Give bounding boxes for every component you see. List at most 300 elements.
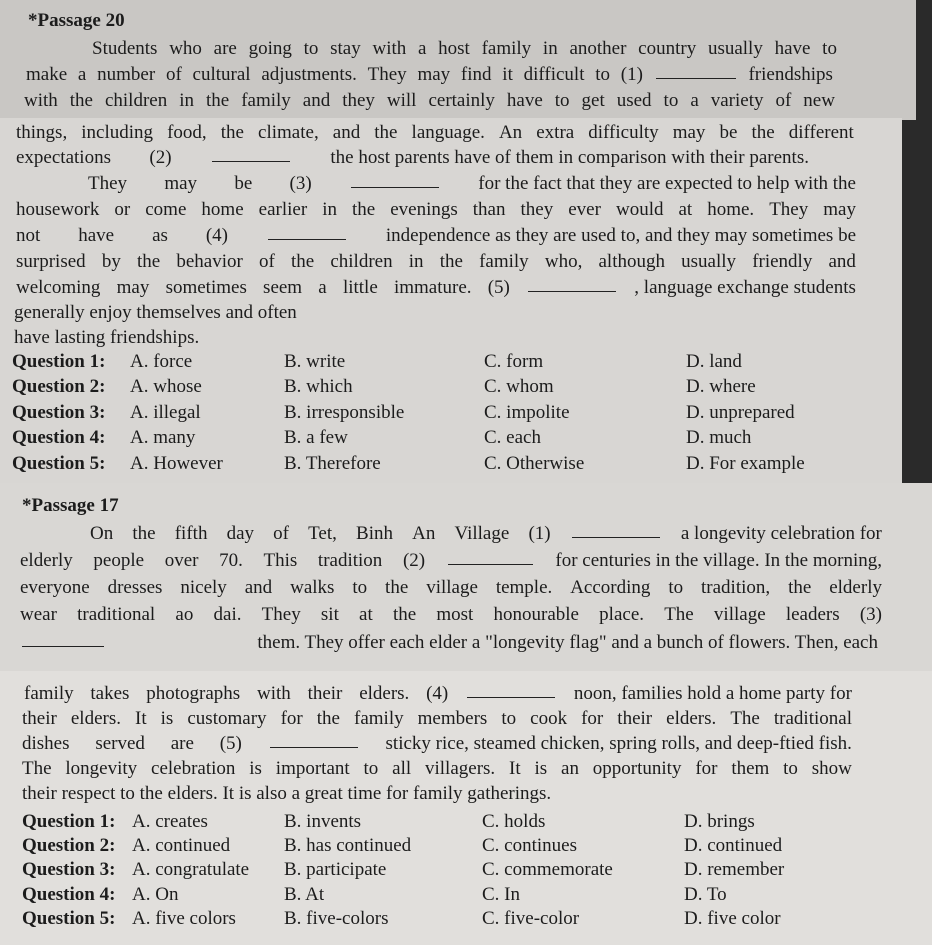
word: a: [77, 64, 87, 85]
word: celebration: [151, 758, 236, 779]
word: extra: [536, 122, 575, 143]
word: the: [69, 90, 93, 111]
question-row: [12, 453, 902, 475]
word: nicely: [180, 577, 227, 598]
word: housework: [16, 199, 100, 220]
word: than: [472, 199, 506, 220]
passage-17-title: *Passage 17: [22, 495, 119, 516]
word: make: [26, 64, 68, 85]
answer-option[interactable]: C. five-color: [482, 908, 580, 929]
answer-option[interactable]: B. participate: [284, 859, 387, 880]
word: with: [24, 90, 58, 111]
word: in: [408, 251, 424, 272]
word: for: [280, 708, 303, 729]
word: and: [302, 90, 331, 111]
word: the: [751, 122, 775, 143]
word: (4): [205, 225, 228, 246]
word: longevity: [65, 758, 138, 779]
question-row: [22, 908, 922, 930]
word: going: [248, 38, 292, 59]
passage-line: [92, 38, 837, 60]
question-label: Question 5:: [22, 908, 116, 929]
question-label: Question 3:: [22, 859, 116, 880]
answer-option[interactable]: C. continues: [482, 835, 577, 856]
word: It: [509, 758, 521, 779]
word: a: [417, 38, 427, 59]
word: them: [731, 758, 770, 779]
word: the: [290, 251, 315, 272]
answer-option[interactable]: B. irresponsible: [284, 402, 405, 423]
word: in: [542, 38, 558, 59]
after-blank-text: the host parents have of them in comparison with their parents.: [330, 147, 809, 168]
word: According: [570, 577, 651, 598]
word: although: [598, 251, 665, 272]
question-row: [22, 859, 922, 881]
answer-option[interactable]: D. land: [686, 351, 742, 372]
answer-option[interactable]: C. impolite: [484, 402, 570, 423]
word: of: [775, 90, 792, 111]
word: children: [104, 90, 168, 111]
word: cook: [530, 708, 568, 729]
word: their: [22, 708, 57, 729]
word: This: [263, 550, 298, 571]
word: Village: [454, 523, 510, 544]
word: to: [501, 708, 517, 729]
word: honourable: [493, 604, 579, 625]
passage-line: [16, 277, 856, 299]
word: ao: [175, 604, 194, 625]
word: come: [145, 199, 187, 220]
after-blank-text: for centuries in the village. In the morning,: [555, 550, 882, 571]
answer-option[interactable]: C. Otherwise: [484, 453, 585, 474]
after-blank-text: , language exchange students: [634, 277, 856, 298]
word: they: [520, 199, 554, 220]
word: to: [663, 90, 679, 111]
word: The: [664, 604, 694, 625]
answer-option[interactable]: A. However: [130, 453, 223, 474]
word: to: [595, 64, 611, 85]
word: served: [95, 733, 145, 754]
question-label: Question 4:: [12, 427, 106, 448]
answer-option[interactable]: A. continued: [132, 835, 231, 856]
word: dai.: [213, 604, 242, 625]
word: photographs: [146, 683, 241, 704]
answer-option[interactable]: B. invents: [284, 811, 362, 832]
word: and: [828, 251, 856, 272]
word: they: [342, 90, 375, 111]
word: of: [258, 251, 275, 272]
word: different: [788, 122, 854, 143]
word: are: [213, 38, 237, 59]
word: to: [668, 577, 684, 598]
word: They: [367, 64, 407, 85]
word: by: [101, 251, 121, 272]
answer-option[interactable]: D. much: [686, 427, 752, 448]
passage-line: [20, 550, 882, 572]
word: (1): [528, 523, 551, 544]
word: most: [436, 604, 474, 625]
passage-line: [16, 225, 856, 247]
passage-line: generally enjoy themselves and often: [14, 302, 297, 323]
passage-20-title: *Passage 20: [28, 10, 125, 31]
question-row: [22, 884, 922, 906]
word: their: [617, 708, 653, 729]
word: certainly: [428, 90, 495, 111]
word: ever: [568, 199, 601, 220]
answer-option[interactable]: A. On: [132, 884, 179, 905]
word: over: [164, 550, 199, 571]
word: day: [226, 523, 255, 544]
passage-20-top-photo: [0, 0, 916, 120]
word: (2): [149, 147, 172, 168]
word: family: [479, 251, 529, 272]
after-blank-text: a longevity celebration for: [680, 523, 882, 544]
word: home.: [707, 199, 755, 220]
word: temple.: [495, 577, 553, 598]
answer-option[interactable]: C. commemorate: [482, 859, 613, 880]
word: to: [352, 577, 368, 598]
word: usually: [707, 38, 763, 59]
word: An: [412, 523, 436, 544]
word: to: [554, 90, 570, 111]
passage-line: [24, 683, 852, 705]
word: is: [534, 758, 548, 779]
answer-option[interactable]: C. In: [482, 884, 520, 905]
word: They: [769, 199, 809, 220]
word: a: [690, 90, 699, 111]
answer-blank: [270, 733, 358, 748]
after-blank-text: sticky rice, steamed chicken, spring rolls, and deep-ftied fish.: [385, 733, 852, 754]
answer-option[interactable]: B. At: [284, 884, 325, 905]
answer-option[interactable]: A. illegal: [130, 402, 201, 423]
word: opportunity: [592, 758, 682, 779]
answer-option[interactable]: B. Therefore: [284, 453, 381, 474]
word: or: [114, 199, 131, 220]
word: have: [506, 90, 543, 111]
word: the: [205, 90, 230, 111]
word: (5): [487, 277, 510, 298]
word: and: [332, 122, 361, 143]
word: family: [354, 708, 404, 729]
word: all: [392, 758, 412, 779]
word: find: [460, 64, 492, 85]
word: They: [88, 173, 128, 194]
word: the: [220, 122, 244, 143]
passage-line: [26, 64, 833, 86]
answer-option[interactable]: B. write: [284, 351, 346, 372]
question-row: [22, 835, 922, 857]
word: with: [372, 38, 407, 59]
word: sometimes: [165, 277, 247, 298]
word: of: [273, 523, 289, 544]
answer-option[interactable]: C. each: [484, 427, 541, 448]
word: may: [417, 64, 451, 85]
word: the: [788, 577, 812, 598]
answer-option[interactable]: C. whom: [484, 376, 554, 397]
word: leaders: [785, 604, 840, 625]
passage-line: [16, 251, 856, 273]
word: including: [81, 122, 154, 143]
word: in: [322, 199, 337, 220]
word: the: [136, 251, 161, 272]
word: immature.: [393, 277, 472, 298]
word: show: [811, 758, 852, 779]
answer-option[interactable]: D. For example: [686, 453, 805, 474]
word: the: [316, 708, 340, 729]
word: for: [695, 758, 718, 779]
word: evenings: [390, 199, 458, 220]
answer-blank: [351, 173, 439, 188]
word: They: [261, 604, 301, 625]
word: another: [569, 38, 627, 59]
word: will: [386, 90, 417, 111]
word: dresses: [107, 577, 163, 598]
word: difficult: [523, 64, 585, 85]
word: The: [730, 708, 760, 729]
word: is: [249, 758, 262, 779]
after-blank-text: noon, families hold a home party for: [573, 683, 852, 704]
word: tradition,: [701, 577, 771, 598]
passage-line: have lasting friendships.: [14, 327, 200, 348]
word: traditional: [773, 708, 852, 729]
answer-option[interactable]: B. five-colors: [284, 908, 389, 929]
passage-line: [16, 122, 854, 144]
word: children: [330, 251, 393, 272]
word: villagers.: [425, 758, 496, 779]
word: family: [481, 38, 532, 59]
question-row: [12, 427, 902, 449]
word: adjustments.: [261, 64, 357, 85]
word: elderly: [829, 577, 882, 598]
question-label: Question 3:: [12, 402, 106, 423]
word: difficulty: [588, 122, 659, 143]
word: behavior: [176, 251, 243, 272]
word: and: [244, 577, 273, 598]
question-label: Question 4:: [22, 884, 116, 905]
answer-option[interactable]: D. five color: [684, 908, 781, 929]
word: in: [179, 90, 194, 111]
word: stay: [330, 38, 361, 59]
word: the: [351, 199, 376, 220]
word: (4): [426, 683, 449, 704]
word: it: [502, 64, 513, 85]
word: (3): [289, 173, 312, 194]
word: things,: [16, 122, 68, 143]
word: who,: [544, 251, 583, 272]
word: important: [275, 758, 350, 779]
passage-17-top-photo: [0, 483, 932, 671]
word: may: [823, 199, 856, 220]
word: It: [135, 708, 147, 729]
word: Binh: [356, 523, 393, 544]
word: used: [616, 90, 652, 111]
question-row: [12, 351, 902, 373]
word: village: [713, 604, 766, 625]
question-row: [22, 811, 922, 833]
answer-option[interactable]: A. whose: [130, 376, 202, 397]
word: (1): [620, 64, 643, 85]
word: walks: [290, 577, 335, 598]
passage-line: [16, 199, 856, 221]
answer-option[interactable]: D. brings: [684, 811, 755, 832]
passage-line: [22, 758, 852, 780]
word: place.: [599, 604, 644, 625]
word: village: [426, 577, 478, 598]
word: language.: [411, 122, 485, 143]
question-label: Question 2:: [12, 376, 106, 397]
word: to: [783, 758, 798, 779]
after-blank-text: friendships: [748, 64, 833, 85]
question-row: [12, 376, 902, 398]
word: a: [318, 277, 327, 298]
word: elderly: [20, 550, 73, 571]
word: may: [672, 122, 706, 143]
question-label: Question 2:: [22, 835, 116, 856]
word: family: [24, 683, 74, 704]
word: wear: [20, 604, 57, 625]
answer-blank: [448, 550, 533, 565]
answer-blank: [22, 632, 104, 647]
word: seem: [263, 277, 303, 298]
passage-line: their respect to the elders. It is also a great time for family gatherings.: [22, 783, 552, 804]
answer-option[interactable]: B. has continued: [284, 835, 412, 856]
word: new: [803, 90, 835, 111]
passage-line: [24, 90, 835, 112]
word: fifth: [174, 523, 208, 544]
answer-option[interactable]: A. force: [130, 351, 193, 372]
passage-line: [16, 147, 809, 169]
word: who: [169, 38, 202, 59]
answer-option[interactable]: D. To: [684, 884, 727, 905]
word: be: [719, 122, 738, 143]
word: food,: [167, 122, 207, 143]
word: The: [22, 758, 52, 779]
word: home: [201, 199, 244, 220]
word: family: [241, 90, 291, 111]
word: their: [307, 683, 343, 704]
answer-blank: [268, 225, 346, 240]
word: 70.: [219, 550, 243, 571]
word: not: [16, 225, 41, 246]
word: (5): [219, 733, 242, 754]
word: little: [342, 277, 378, 298]
word: as: [152, 225, 168, 246]
word: cultural: [192, 64, 251, 85]
word: with: [256, 683, 291, 704]
word: elders.: [359, 683, 410, 704]
after-blank-text: for the fact that they are expected to help with the: [478, 173, 856, 194]
question-label: Question 5:: [12, 453, 106, 474]
answer-option[interactable]: A. congratulate: [132, 859, 250, 880]
answer-option[interactable]: D. unprepared: [686, 402, 795, 423]
word: expectations: [16, 147, 111, 168]
word: an: [561, 758, 579, 779]
answer-option[interactable]: A. creates: [132, 811, 208, 832]
word: Students: [92, 38, 158, 59]
word: traditional: [77, 604, 156, 625]
word: elders.: [666, 708, 717, 729]
word: host: [438, 38, 470, 59]
word: country: [638, 38, 697, 59]
word: to: [303, 38, 319, 59]
after-blank-text: independence as they are used to, and they may sometimes be: [385, 225, 856, 246]
answer-option[interactable]: C. holds: [482, 811, 546, 832]
passage-17-bottom-photo: [0, 671, 932, 945]
word: tradition: [317, 550, 383, 571]
word: friendly: [752, 251, 813, 272]
word: the: [392, 604, 417, 625]
answer-option[interactable]: A. five colors: [132, 908, 236, 929]
word: the: [374, 122, 398, 143]
word: customary: [187, 708, 267, 729]
word: On: [90, 523, 114, 544]
word: usually: [681, 251, 737, 272]
word: number: [97, 64, 156, 85]
answer-blank: [656, 64, 736, 79]
word: at: [359, 604, 373, 625]
word: members: [417, 708, 488, 729]
question-label: Question 1:: [22, 811, 116, 832]
passage-line: [90, 523, 882, 545]
passage-line: [22, 708, 852, 730]
word: would: [615, 199, 664, 220]
word: is: [160, 708, 174, 729]
word: of: [165, 64, 182, 85]
word: people: [93, 550, 145, 571]
answer-blank: [528, 277, 616, 292]
after-blank-text: them. They offer each elder a "longevity flag" and a bunch of flowers. Then, each: [257, 632, 878, 653]
word: at: [678, 199, 693, 220]
word: to: [822, 38, 837, 59]
word: the: [439, 251, 463, 272]
question-row: [12, 402, 902, 424]
word: have: [78, 225, 115, 246]
passage-line: [20, 604, 882, 626]
passage-line: [20, 632, 878, 654]
word: the: [385, 577, 409, 598]
answer-option[interactable]: B. which: [284, 376, 353, 397]
word: are: [170, 733, 194, 754]
word: for: [581, 708, 604, 729]
word: variety: [710, 90, 764, 111]
passage-line: [88, 173, 856, 195]
answer-option[interactable]: D. where: [686, 376, 756, 397]
answer-option[interactable]: B. a few: [284, 427, 348, 448]
question-label: Question 1:: [12, 351, 106, 372]
word: get: [581, 90, 605, 111]
answer-option[interactable]: D. continued: [684, 835, 783, 856]
word: have: [774, 38, 811, 59]
word: climate,: [258, 122, 319, 143]
word: An: [498, 122, 523, 143]
word: everyone: [20, 577, 90, 598]
answer-blank: [572, 523, 660, 538]
word: surprised: [16, 251, 86, 272]
word: may: [116, 277, 150, 298]
answer-blank: [467, 683, 555, 698]
word: Tet,: [308, 523, 337, 544]
answer-blank: [212, 147, 290, 162]
passage-20-body-photo: [0, 118, 902, 483]
word: (2): [402, 550, 426, 571]
answer-option[interactable]: A. many: [130, 427, 196, 448]
answer-option[interactable]: C. form: [484, 351, 544, 372]
word: may: [164, 173, 198, 194]
answer-option[interactable]: D. remember: [684, 859, 785, 880]
word: earlier: [258, 199, 308, 220]
passage-line: [22, 733, 852, 755]
word: sit: [320, 604, 339, 625]
